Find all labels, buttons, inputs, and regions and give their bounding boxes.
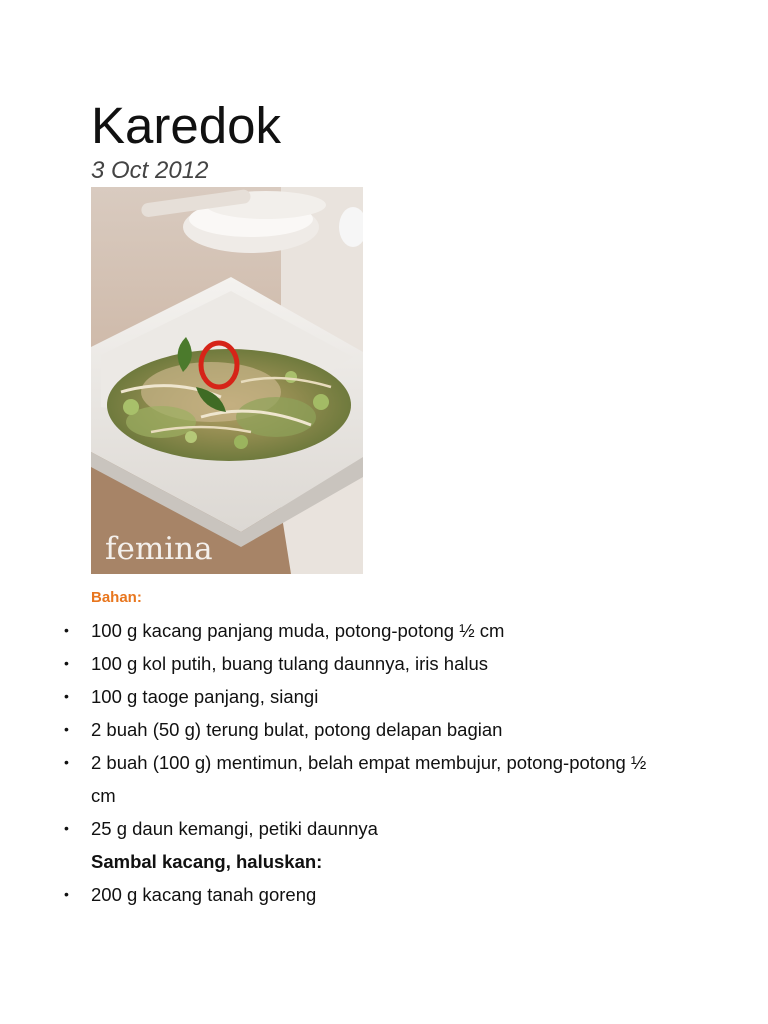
- recipe-title: Karedok: [91, 97, 281, 154]
- ingredient-item: • 200 g kacang tanah goreng: [64, 878, 664, 911]
- ingredients-list: [64, 614, 664, 911]
- recipe-photo: [91, 187, 363, 574]
- ingredient-item: • 100 g kol putih, buang tulang daunnya, iris halus: [64, 647, 664, 680]
- ingredient-item: • 2 buah (50 g) terung bulat, potong delapan bagian: [64, 713, 664, 746]
- ingredient-item: • 100 g taoge panjang, siangi: [64, 680, 664, 713]
- femina-watermark: femina: [105, 531, 213, 567]
- ingredient-item: • 25 g daun kemangi, petiki daunnya: [64, 812, 664, 845]
- ingredient-item: • 2 buah (100 g) mentimun, belah empat membujur, potong-potong ½ cm: [64, 746, 664, 812]
- recipe-date: 3 Oct 2012: [91, 157, 209, 184]
- ingredients-label: Bahan:: [91, 589, 142, 606]
- karedok-dish-image: [91, 187, 363, 574]
- ingredient-subheading: Sambal kacang, haluskan:: [91, 851, 323, 872]
- ingredient-item: • 100 g kacang panjang muda, potong-potong ½ cm: [64, 614, 664, 647]
